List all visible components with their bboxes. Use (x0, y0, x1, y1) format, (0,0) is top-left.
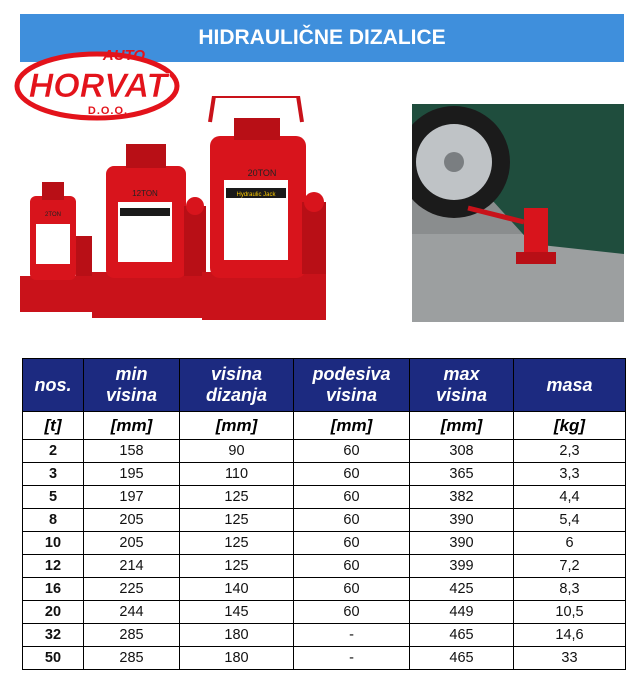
large-jack-icon (202, 96, 326, 320)
unit-cell: [mm] (410, 412, 514, 440)
table-row (23, 486, 626, 509)
table-row (23, 601, 626, 624)
table-cell: 425 (410, 578, 514, 601)
table-cell: 145 (180, 601, 294, 624)
specs-table (22, 358, 626, 670)
table-cell: 205 (84, 509, 180, 532)
table-cell: 8 (23, 509, 84, 532)
table-cell: 60 (294, 555, 410, 578)
table-cell: 285 (84, 624, 180, 647)
table-cell: 244 (84, 601, 180, 624)
logo-top-text: AUTO (102, 47, 146, 64)
small-jack-label: 2TON (45, 212, 61, 218)
table-cell: 60 (294, 486, 410, 509)
medium-jack-label: 12TON (132, 189, 158, 198)
header-mass: masa (514, 359, 626, 412)
table-cell: 8,3 (514, 578, 626, 601)
unit-cell: [kg] (514, 412, 626, 440)
table-row (23, 578, 626, 601)
header-capacity: nos. (23, 359, 84, 412)
table-cell: 5,4 (514, 509, 626, 532)
table-cell: 5 (23, 486, 84, 509)
table-cell: 180 (180, 647, 294, 670)
table-cell: 285 (84, 647, 180, 670)
table-cell: 10,5 (514, 601, 626, 624)
table-row (23, 463, 626, 486)
table-cell: 60 (294, 578, 410, 601)
table-cell: 60 (294, 463, 410, 486)
table-cell: 60 (294, 509, 410, 532)
table-cell: 390 (410, 532, 514, 555)
table-cell: 214 (84, 555, 180, 578)
table-cell: 125 (180, 555, 294, 578)
header-min-height: min visina (84, 359, 180, 412)
table-header-row (23, 359, 626, 412)
table-cell: 382 (410, 486, 514, 509)
table-row (23, 647, 626, 670)
table-cell: 197 (84, 486, 180, 509)
table-cell: 6 (514, 532, 626, 555)
table-cell: 308 (410, 440, 514, 463)
table-cell: 90 (180, 440, 294, 463)
table-cell: 32 (23, 624, 84, 647)
logo-bottom-text: D.O.O. (87, 105, 129, 117)
table-cell: 390 (410, 509, 514, 532)
unit-cell: [mm] (180, 412, 294, 440)
table-cell: 4,4 (514, 486, 626, 509)
medium-jack-icon (92, 144, 206, 318)
table-cell: 10 (23, 532, 84, 555)
header-max-height: max visina (410, 359, 514, 412)
large-jack-sticker: Hydraulic Jack (236, 192, 276, 198)
table-row (23, 555, 626, 578)
table-cell: 20 (23, 601, 84, 624)
table-cell: 465 (410, 624, 514, 647)
table-cell: 365 (410, 463, 514, 486)
table-cell: 125 (180, 486, 294, 509)
table-cell: 50 (23, 647, 84, 670)
table-cell: 60 (294, 440, 410, 463)
header-adjustable-height: podesiva visina (294, 359, 410, 412)
table-row (23, 440, 626, 463)
table-units-row (23, 412, 626, 440)
table-cell: - (294, 647, 410, 670)
table-cell: 399 (410, 555, 514, 578)
table-cell: 449 (410, 601, 514, 624)
table-cell: 140 (180, 578, 294, 601)
table-cell: 158 (84, 440, 180, 463)
table-cell: 225 (84, 578, 180, 601)
unit-cell: [t] (23, 412, 84, 440)
table-cell: 180 (180, 624, 294, 647)
table-cell: 60 (294, 601, 410, 624)
table-row (23, 532, 626, 555)
small-jack-icon (20, 182, 94, 312)
table-cell: 14,6 (514, 624, 626, 647)
unit-cell: [mm] (294, 412, 410, 440)
car-lifting-photo (412, 104, 624, 322)
table-cell: 12 (23, 555, 84, 578)
large-jack-label: 20TON (247, 168, 277, 178)
table-body (23, 440, 626, 670)
table-cell: 2 (23, 440, 84, 463)
table-cell: 3,3 (514, 463, 626, 486)
table-cell: 110 (180, 463, 294, 486)
table-cell: 465 (410, 647, 514, 670)
table-cell: 33 (514, 647, 626, 670)
table-cell: 125 (180, 509, 294, 532)
table-cell: 2,3 (514, 440, 626, 463)
table-cell: 3 (23, 463, 84, 486)
header-lift-height: visina dizanja (180, 359, 294, 412)
table-cell: 195 (84, 463, 180, 486)
table-cell: 7,2 (514, 555, 626, 578)
table-cell: 125 (180, 532, 294, 555)
table-cell: 60 (294, 532, 410, 555)
hydraulic-jacks-photo (14, 96, 332, 322)
table-cell: - (294, 624, 410, 647)
table-row (23, 624, 626, 647)
table-row (23, 509, 626, 532)
unit-cell: [mm] (84, 412, 180, 440)
table-cell: 205 (84, 532, 180, 555)
banner-title: HIDRAULIČNE DIZALICE (198, 26, 446, 49)
table-cell: 16 (23, 578, 84, 601)
logo-main-text: HORVAT (28, 67, 168, 105)
